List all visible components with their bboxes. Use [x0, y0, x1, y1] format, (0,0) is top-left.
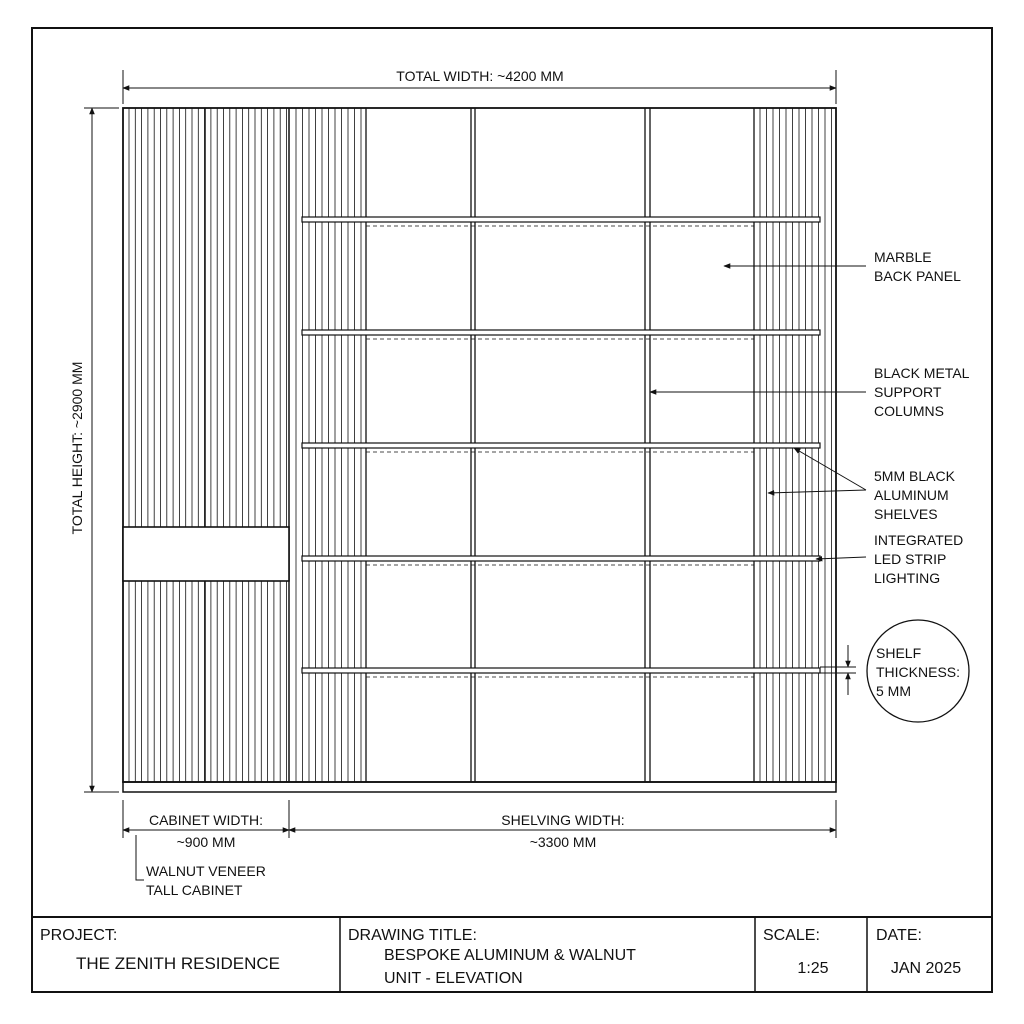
- shelving-width-label: SHELVING WIDTH:: [501, 812, 625, 828]
- total-height-label: TOTAL HEIGHT: ~2900 MM: [69, 361, 85, 535]
- drawing-title-line2: UNIT - ELEVATION: [384, 970, 523, 987]
- annotation-marble: [874, 249, 961, 284]
- columns-line1: BLACK METAL: [874, 365, 970, 381]
- date-value: JAN 2025: [890, 960, 962, 977]
- shelf-1: [302, 217, 820, 222]
- shelves-line2: ALUMINUM: [874, 487, 949, 503]
- thickness-line3: 5 MM: [876, 683, 911, 699]
- aluminum-shelves: [302, 217, 820, 677]
- shelves-line1: 5MM BLACK: [874, 468, 955, 484]
- total-width-label: TOTAL WIDTH: ~4200 MM: [396, 68, 564, 84]
- thickness-line2: THICKNESS:: [876, 664, 961, 680]
- led-line3: LIGHTING: [874, 570, 941, 586]
- total-width-dimension: [123, 68, 836, 104]
- thickness-line1: SHELF: [876, 645, 922, 661]
- cabinet-flutes: [129, 108, 287, 782]
- title-block: [32, 917, 992, 992]
- led-line2: LED STRIP: [874, 551, 947, 567]
- led-line1: INTEGRATED: [874, 532, 964, 548]
- cabinet-niche: [123, 527, 289, 581]
- shelf-2: [302, 330, 820, 335]
- scale-label: SCALE:: [763, 927, 820, 944]
- annotation-led: [874, 532, 963, 586]
- shelf-3: [302, 443, 820, 448]
- cabinet-note-line2: TALL CABINET: [146, 882, 243, 898]
- total-height-dimension: [69, 108, 119, 792]
- shelf-5: [302, 668, 820, 673]
- base-plinth: [123, 782, 836, 792]
- shelving-width-value: ~3300 MM: [529, 834, 597, 850]
- bottom-dimensions: [123, 800, 836, 850]
- scale-value: 1:25: [797, 960, 829, 977]
- drawing-title-line1: BESPOKE ALUMINUM & WALNUT: [384, 947, 636, 964]
- shelves-line3: SHELVES: [874, 506, 938, 522]
- walnut-cabinet: [123, 108, 289, 782]
- project-value: THE ZENITH RESIDENCE: [76, 954, 281, 973]
- cabinet-width-label: CABINET WIDTH:: [148, 812, 264, 828]
- project-label: PROJECT:: [40, 927, 118, 944]
- marble-line1: MARBLE: [874, 249, 932, 265]
- marble-line2: BACK PANEL: [874, 268, 961, 284]
- date-label: DATE:: [876, 927, 922, 944]
- drawing-title-label: DRAWING TITLE:: [348, 927, 477, 944]
- shelf-thickness-bubble: [867, 620, 969, 722]
- annotation-shelves: [874, 468, 956, 522]
- cabinet-width-value: ~900 MM: [176, 834, 236, 850]
- shelf-4: [302, 556, 820, 561]
- cabinet-note-line1: WALNUT VENEER: [146, 863, 266, 879]
- annotation-columns: [874, 365, 970, 419]
- columns-line3: COLUMNS: [874, 403, 945, 419]
- columns-line2: SUPPORT: [874, 384, 942, 400]
